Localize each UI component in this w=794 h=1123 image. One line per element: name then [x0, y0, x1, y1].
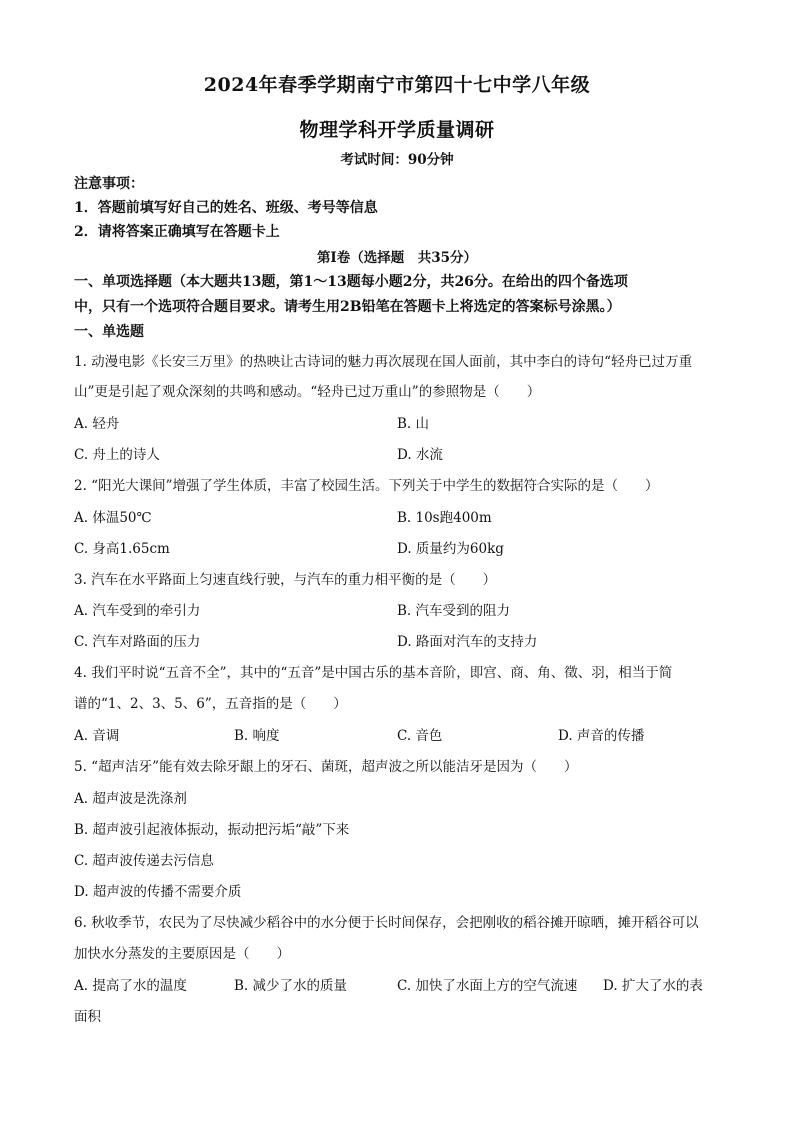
- q4-option-d: D. 声音的传播: [558, 728, 645, 744]
- q6-option-b: B. 减少了水的质量: [234, 978, 348, 994]
- part-instruction: 中，只有一个选项符合题目要求。请考生用2B铅笔在答题卡上将选定的答案标号涂黑。）: [74, 299, 621, 315]
- q6-option-c: C. 加快了水面上方的空气流速: [397, 978, 578, 994]
- q3-option-b: B. 汽车受到的阻力: [397, 603, 511, 619]
- question-6-text: 6. 秋收季节，农民为了尽快减少稻谷中的水分便于长时间保存，会把刚收的稻谷摊开晾晒，摊开稻谷可以: [74, 915, 699, 931]
- exam-time: 考试时间：90分钟: [340, 152, 454, 168]
- question-6-text: 加快水分蒸发的主要原因是（ ）: [74, 946, 290, 962]
- q5-option-b: B. 超声波引起液体振动，振动把污垢“敲”下来: [74, 822, 350, 838]
- q2-option-a: A. 体温50℃: [74, 510, 152, 526]
- q5-option-d: D. 超声波的传播不需要介质: [74, 884, 242, 900]
- question-5-text: 5. “超声洁牙”能有效去除牙龈上的牙石、菌斑，超声波之所以能洁牙是因为（ ）: [74, 759, 578, 775]
- q2-option-b: B. 10s跑400m: [397, 510, 492, 526]
- q5-option-c: C. 超声波传递去污信息: [74, 853, 214, 869]
- q4-option-b: B. 响度: [234, 728, 280, 744]
- question-1-text: 1. 动漫电影《长安三万里》的热映让古诗词的魅力再次展现在国人面前，其中李白的诗句“轻舟已过万重: [74, 354, 693, 370]
- note-item: 2．请将答案正确填写在答题卡上: [74, 224, 280, 240]
- q3-option-d: D. 路面对汽车的支持力: [397, 634, 538, 650]
- q1-option-d: D. 水流: [397, 447, 443, 463]
- q1-option-b: B. 山: [397, 416, 430, 432]
- part-instruction: 一、单项选择题（本大题共13题，第1～13题每小题2分，共26分。在给出的四个备选项: [74, 274, 628, 290]
- subsection-title: 一、单选题: [74, 324, 144, 340]
- q3-option-a: A. 汽车受到的牵引力: [74, 603, 201, 619]
- q6-option-d: D. 扩大了水的表: [603, 978, 703, 994]
- q1-option-a: A. 轻舟: [74, 416, 120, 432]
- q2-option-d: D. 质量约为60kg: [397, 541, 504, 557]
- question-2-text: 2. “阳光大课间”增强了学生体质，丰富了校园生活。下列关于中学生的数据符合实际的是（ ）: [74, 478, 659, 494]
- q6-option-d-wrap: 面积: [74, 1009, 101, 1025]
- exam-title-line2: 物理学科开学质量调研: [299, 119, 495, 141]
- q3-option-c: C. 汽车对路面的压力: [74, 634, 201, 650]
- question-1-text: 山”更是引起了观众深刻的共鸣和感动。“轻舟已过万重山”的参照物是（ ）: [74, 384, 541, 400]
- q4-option-a: A. 音调: [74, 728, 120, 744]
- q2-option-c: C. 身高1.65cm: [74, 541, 170, 557]
- question-4-text: 4. 我们平时说“五音不全”，其中的“五音”是中国古乐的基本音阶，即宫、商、角、徵、羽，相当于简: [74, 665, 673, 681]
- q5-option-a: A. 超声波是洗涤剂: [74, 791, 187, 807]
- section-title: 第Ⅰ卷（选择题 共35分）: [316, 250, 478, 266]
- q4-option-c: C. 音色: [397, 728, 443, 744]
- note-item: 1．答题前填写好自己的姓名、班级、考号等信息: [74, 200, 378, 216]
- question-4-text: 谱的“1、2、3、5、6”，五音指的是（ ）: [74, 696, 347, 712]
- notes-heading: 注意事项：: [74, 176, 144, 192]
- q1-option-c: C. 舟上的诗人: [74, 447, 160, 463]
- q6-option-a: A. 提高了水的温度: [74, 978, 187, 994]
- question-3-text: 3. 汽车在水平路面上匀速直线行驶，与汽车的重力相平衡的是（ ）: [74, 572, 497, 588]
- exam-title-line1: 2024年春季学期南宁市第四十七中学八年级: [203, 74, 591, 96]
